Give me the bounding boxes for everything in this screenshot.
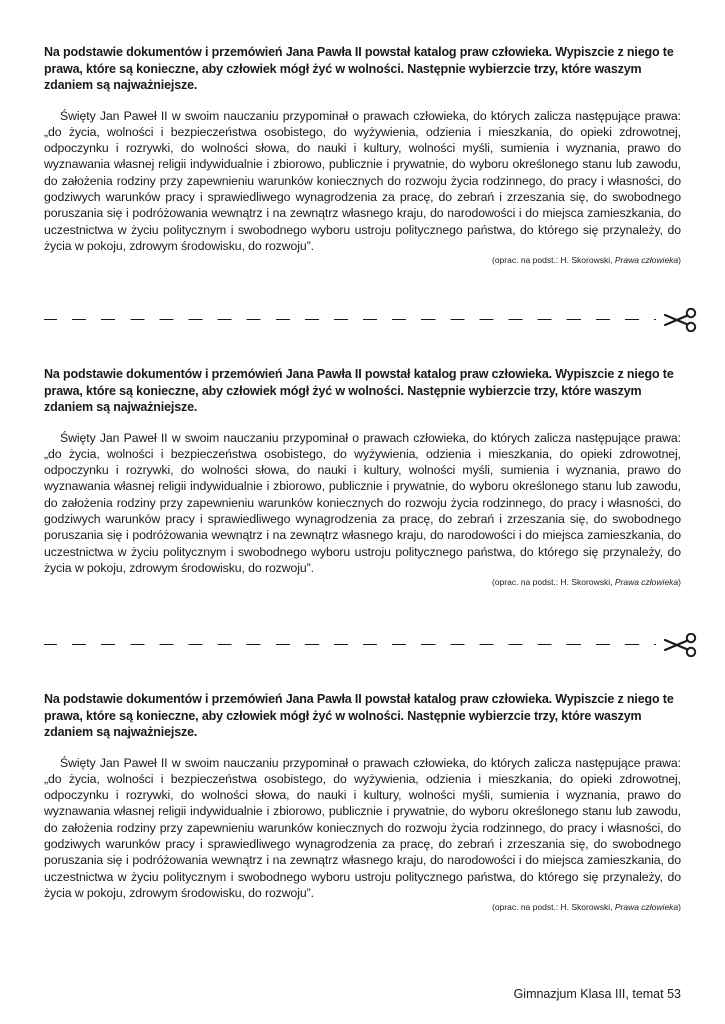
dashed-line: [44, 319, 656, 320]
card-2: [44, 366, 681, 588]
page-footer: Gimnazjum Klasa III, temat 53: [513, 987, 681, 1001]
cut-line-1: [44, 308, 699, 332]
task-instruction: Na podstawie dokumentów i przemówień Jana Pawła II powstał katalog praw człowieka. Wypiszcie z niego te prawa, które są konieczne, aby człowiek mógł żyć w wolności. Następnie wybierzcie trzy, które waszym zdaniem są najważniejsze.: [44, 367, 674, 414]
scissors-icon: [663, 633, 699, 657]
scissors-icon: [663, 308, 699, 332]
source-citation: (oprac. na podst.: H. Skorowski, Prawa człowieka): [492, 577, 681, 588]
body-text: Święty Jan Paweł II w swoim nauczaniu przypominał o prawach człowieka, do których zalicza następujące prawa: „do życia, wolności i bezpieczeństwa osobistego, do wyżywienia, odzienia i mieszkania, do opieki zdrowotnej, odpoczynku i rozrywki, do wolności słowa, do nauki i kultury, wolności myśli, sumienia i wyznania, prawo do wyznawania własnej religii indywidualnie i zbiorowo, publicznie i prywatnie, do wyboru określonego stanu lub zawodu, do założenia rodziny przy zapewnieniu warunków koniecznych do rozwoju życia rodzinnego, do pracy i własności, do godziwych warunków pracy i sprawiedliwego wynagrodzenia za pracę, do zebrań i zrzeszania się, do swobodnego poruszania się i podróżowania wewnątrz i na zewnątrz własnego kraju, do narodowości i do miejsca zamieszkania, do uczestnictwa w życiu politycznym i swobodnego wyboru ustroju politycznego państwa, do którego się przynależy, do życia w pokoju, zdrowym środowisku, do rozwoju”.: [44, 755, 681, 900]
card-1: [44, 44, 681, 266]
source-citation: (oprac. na podst.: H. Skorowski, Prawa człowieka): [492, 255, 681, 266]
body-text: Święty Jan Paweł II w swoim nauczaniu przypominał o prawach człowieka, do których zalicza następujące prawa: „do życia, wolności i bezpieczeństwa osobistego, do wyżywienia, odzienia i mieszkania, do opieki zdrowotnej, odpoczynku i rozrywki, do wolności słowa, do nauki i kultury, wolności myśli, sumienia i wyznania, prawo do wyznawania własnej religii indywidualnie i zbiorowo, publicznie i prywatnie, do wyboru określonego stanu lub zawodu, do założenia rodziny przy zapewnieniu warunków koniecznych do rozwoju życia rodzinnego, do pracy i własności, do godziwych warunków pracy i sprawiedliwego wynagrodzenia za pracę, do zebrań i zrzeszania się, do swobodnego poruszania się i podróżowania wewnątrz i na zewnątrz własnego kraju, do narodowości i do miejsca zamieszkania, do uczestnictwa w życiu politycznym i swobodnego wyboru ustroju politycznego państwa, do którego się przynależy, do życia w pokoju, zdrowym środowisku, do rozwoju”.: [44, 430, 681, 575]
dashed-line: [44, 644, 656, 645]
card-3: [44, 691, 681, 913]
body-text: Święty Jan Paweł II w swoim nauczaniu przypominał o prawach człowieka, do których zalicza następujące prawa: „do życia, wolności i bezpieczeństwa osobistego, do wyżywienia, odzienia i mieszkania, do opieki zdrowotnej, odpoczynku i rozrywki, do wolności słowa, do nauki i kultury, wolności myśli, sumienia i wyznania, prawo do wyznawania własnej religii indywidualnie i zbiorowo, publicznie i prywatnie, do wyboru określonego stanu lub zawodu, do założenia rodziny przy zapewnieniu warunków koniecznych do rozwoju życia rodzinnego, do pracy i własności, do godziwych warunków pracy i sprawiedliwego wynagrodzenia za pracę, do zebrań i zrzeszania się, do swobodnego poruszania się i podróżowania wewnątrz i na zewnątrz własnego kraju, do narodowości i do miejsca zamieszkania, do uczestnictwa w życiu politycznym i swobodnego wyboru ustroju politycznego państwa, do którego się przynależy, do życia w pokoju, zdrowym środowisku, do rozwoju”.: [44, 108, 681, 253]
cut-line-2: [44, 633, 699, 657]
task-instruction: Na podstawie dokumentów i przemówień Jana Pawła II powstał katalog praw człowieka. Wypiszcie z niego te prawa, które są konieczne, aby człowiek mógł żyć w wolności. Następnie wybierzcie trzy, które waszym zdaniem są najważniejsze.: [44, 692, 674, 739]
source-citation: (oprac. na podst.: H. Skorowski, Prawa człowieka): [492, 902, 681, 913]
task-instruction: Na podstawie dokumentów i przemówień Jana Pawła II powstał katalog praw człowieka. Wypiszcie z niego te prawa, które są konieczne, aby człowiek mógł żyć w wolności. Następnie wybierzcie trzy, które waszym zdaniem są najważniejsze.: [44, 45, 674, 92]
